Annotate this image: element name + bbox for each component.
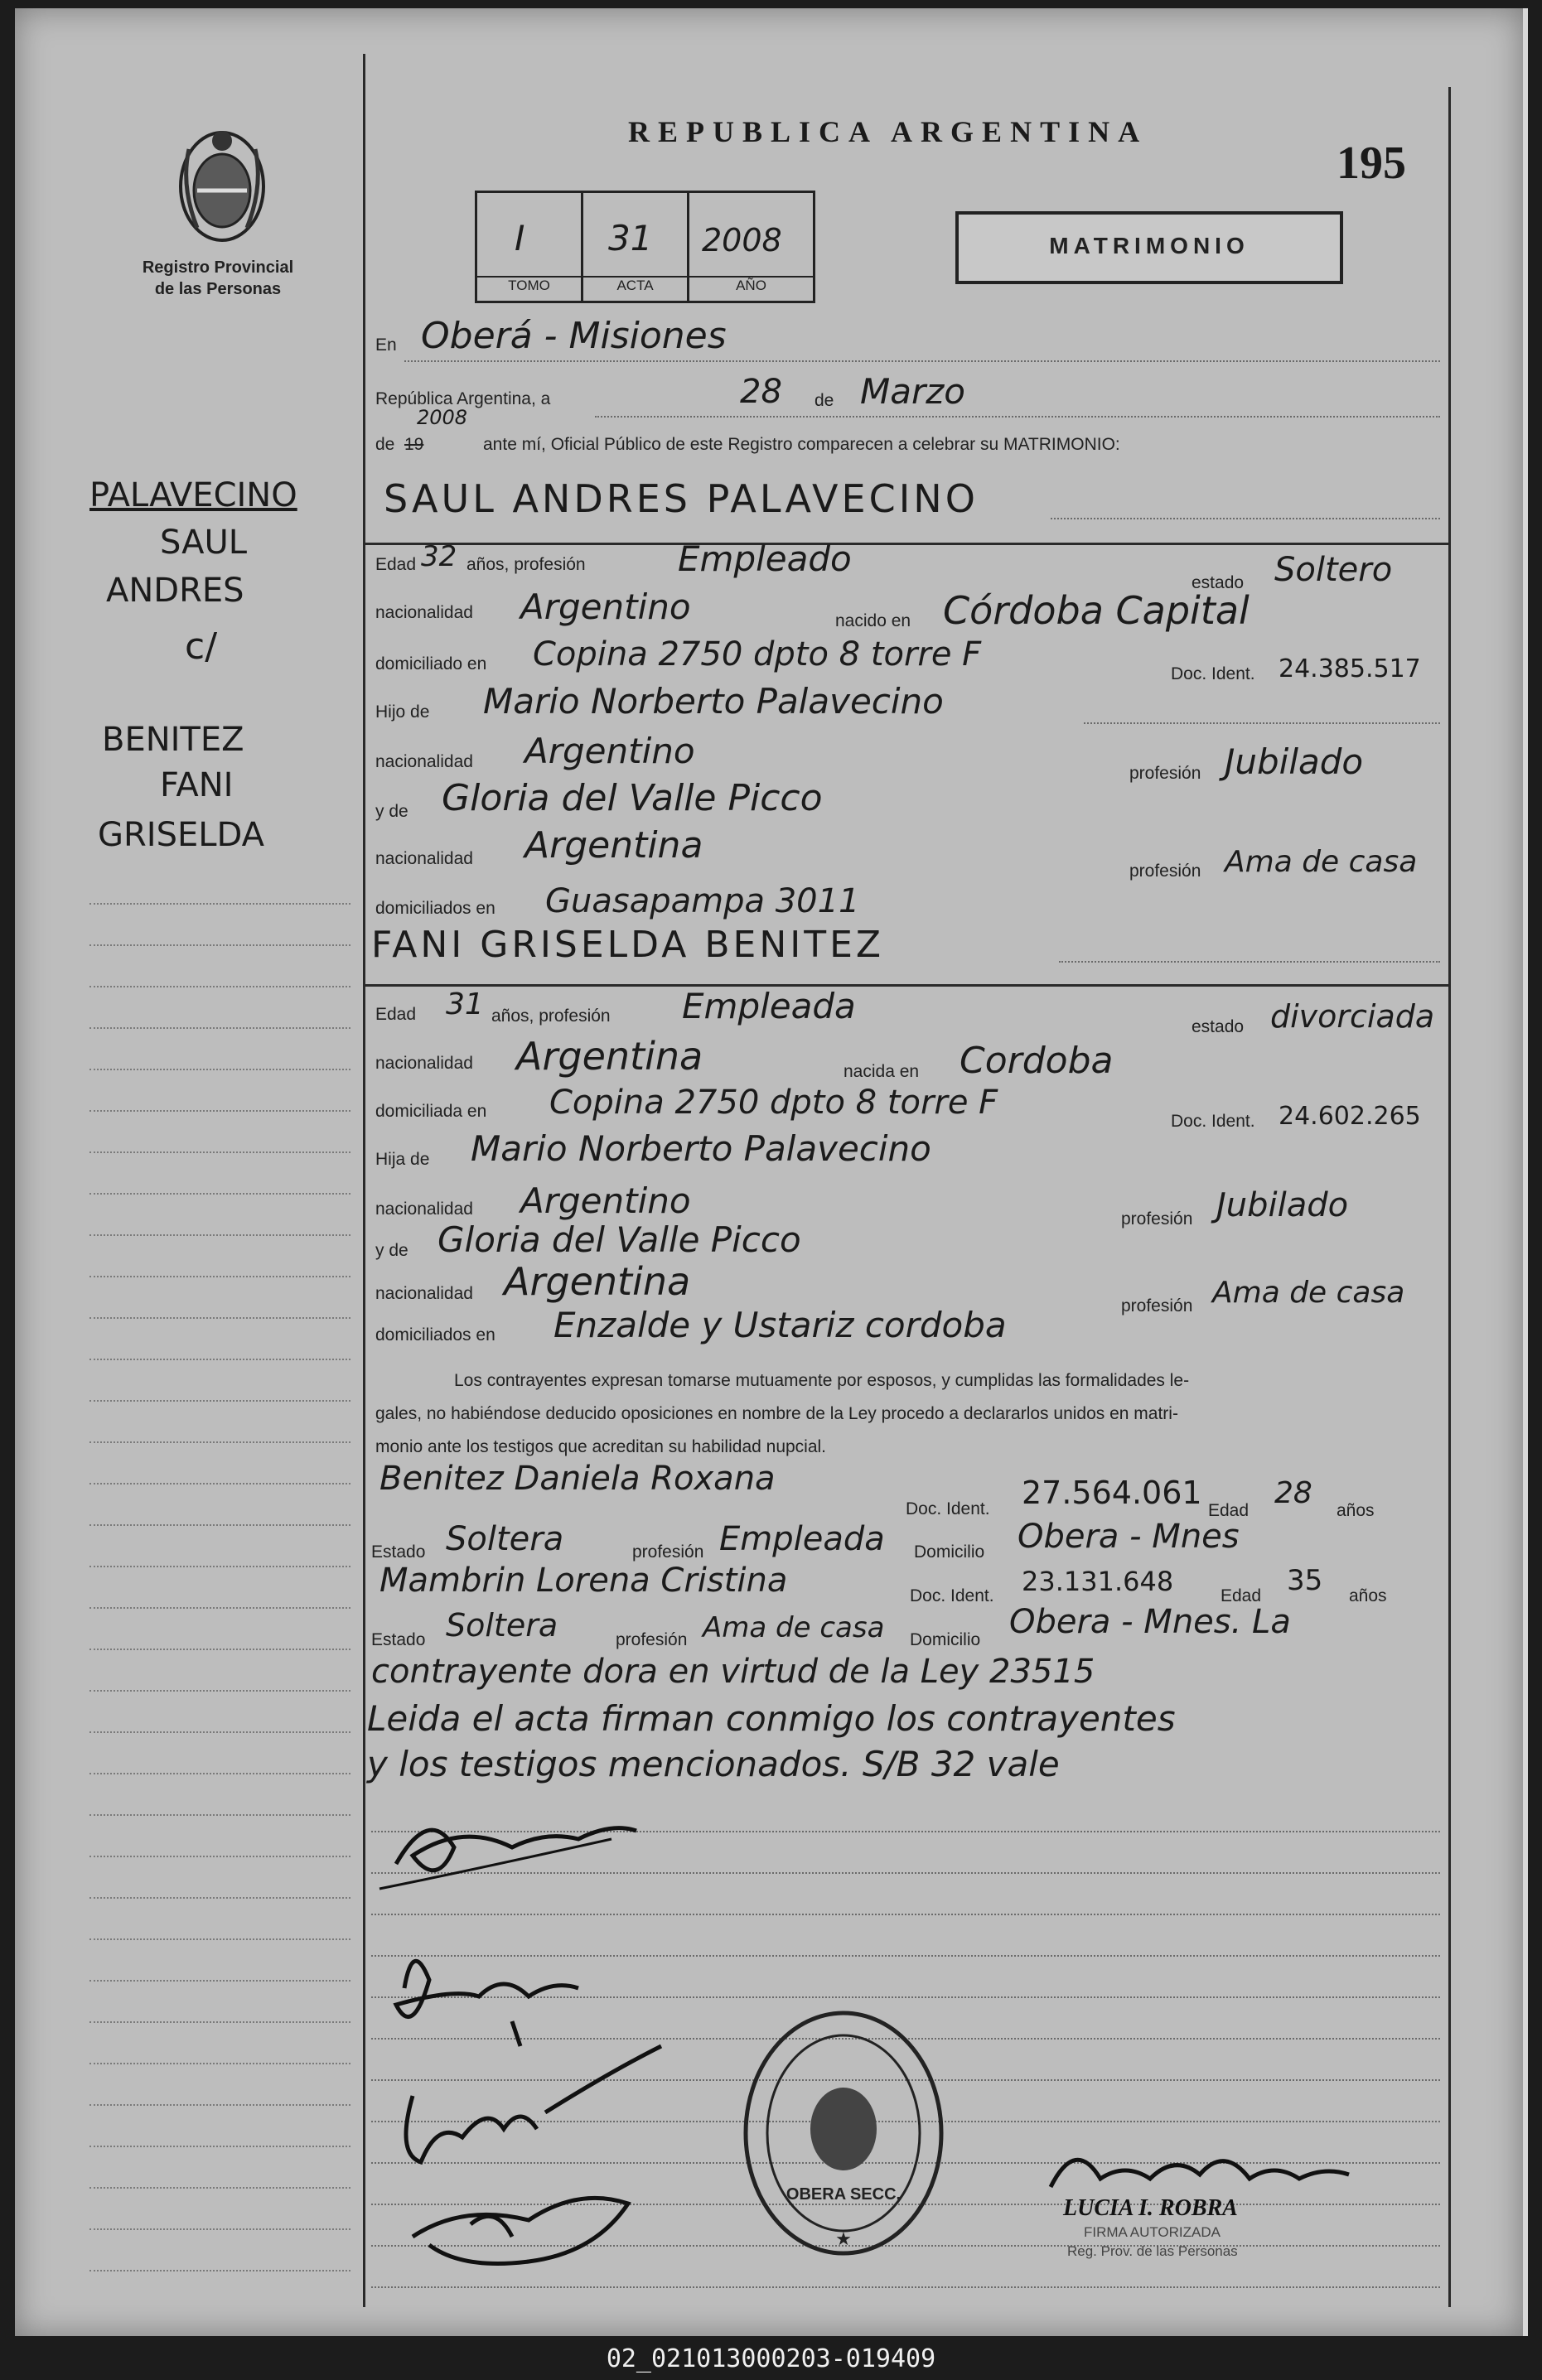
- groom-edad: 32: [421, 540, 457, 573]
- witness-2-doc: 23.131.648: [1022, 1566, 1174, 1597]
- country-title: REPUBLICA ARGENTINA: [628, 115, 1148, 148]
- record-box: [475, 191, 815, 303]
- republica-label: República Argentina, a: [375, 389, 551, 408]
- signature-witness-1: [406, 2046, 661, 2162]
- tomo-label: TOMO: [477, 276, 581, 294]
- groom-nacido: Córdoba Capital: [943, 588, 1250, 633]
- official-seal-icon: [736, 2005, 951, 2262]
- bride-nacionalidad: Argentina: [516, 1034, 703, 1079]
- margin-note-line: SAUL: [160, 524, 248, 562]
- registry-line1: Registro Provincial: [142, 258, 294, 277]
- groom-madre-prof: Ama de casa: [1225, 845, 1418, 879]
- bride-full-name: FANI GRISELDA BENITEZ: [371, 924, 885, 966]
- en-label: En: [375, 336, 397, 355]
- bride-profesion: Empleada: [682, 986, 856, 1026]
- witness-2-estado-label: Estado: [371, 1630, 426, 1649]
- witness-2-prof-label: profesión: [616, 1630, 688, 1649]
- witness-2-name: Mambrin Lorena Cristina: [379, 1562, 788, 1600]
- groom-madre-nac-label: nacionalidad: [375, 849, 473, 868]
- groom-estado: Soltero: [1274, 551, 1393, 589]
- groom-hijo-label: Hijo de: [375, 702, 430, 722]
- groom-doc: 24.385.517: [1279, 654, 1421, 683]
- right-margin-rule: [1448, 87, 1451, 2307]
- acta-label: ACTA: [583, 276, 687, 294]
- document-page: [15, 8, 1528, 2336]
- bride-padres-domicilio: Enzalde y Ustariz cordoba: [553, 1305, 1007, 1345]
- bride-madre-prof-label: profesión: [1121, 1296, 1193, 1316]
- section-divider: [365, 984, 1451, 987]
- closing-note-line: contrayente dora en virtud de la Ley 23515: [371, 1653, 1095, 1691]
- margin-note-line: ANDRES: [106, 572, 244, 610]
- groom-padre-nac: Argentino: [524, 731, 695, 771]
- bride-estado: divorciada: [1270, 998, 1435, 1035]
- closing-note-line: y los testigos mencionados. S/B 32 vale: [367, 1744, 1060, 1784]
- signature-groom: [396, 1828, 636, 1871]
- groom-doc-label: Doc. Ident.: [1171, 664, 1255, 683]
- officer-title2: Reg. Prov. de las Personas: [1067, 2243, 1238, 2259]
- margin-note-line: c/: [185, 625, 218, 668]
- month: Marzo: [860, 371, 965, 412]
- ano-value: 2008: [702, 222, 782, 258]
- bride-madre-prof: Ama de casa: [1212, 1276, 1405, 1310]
- closing-note-line: Leida el acta firman conmigo los contrayentes: [367, 1698, 1176, 1739]
- margin-note-line: FANI: [160, 766, 234, 804]
- place: Oberá - Misiones: [421, 315, 727, 357]
- page-number: 195: [1337, 138, 1406, 189]
- bride-madre-nac-label: nacionalidad: [375, 1284, 473, 1303]
- groom-profesion: Empleado: [678, 538, 852, 579]
- bride-nacida: Cordoba: [960, 1040, 1114, 1082]
- witness-2-domicilio: Obera - Mnes. La: [1009, 1603, 1291, 1641]
- bride-padre-prof-label: profesión: [1121, 1209, 1193, 1229]
- bride-edad: 31: [446, 987, 484, 1021]
- coat-of-arms-icon: [172, 124, 272, 249]
- bride-nacida-label: nacida en: [844, 1062, 920, 1081]
- tomo-cell: [477, 193, 583, 301]
- groom-nacionalidad: Argentino: [520, 587, 691, 627]
- bride-padre: Mario Norberto Palavecino: [471, 1128, 931, 1169]
- bride-domicilio-label: domiciliada en: [375, 1102, 487, 1121]
- signatures: [363, 1773, 711, 2303]
- witness-2-doc-label: Doc. Ident.: [910, 1586, 994, 1605]
- margin-note-surname: PALAVECINO: [89, 476, 297, 514]
- ano-label: AÑO: [689, 276, 813, 294]
- officer-name: LUCIA I. ROBRA: [1063, 2195, 1238, 2221]
- svg-text:★: ★: [835, 2229, 852, 2250]
- witness-2-edad: 35: [1287, 1564, 1323, 1597]
- officer-title1: FIRMA AUTORIZADA: [1084, 2224, 1221, 2240]
- year-written: 2008: [417, 406, 468, 429]
- doc-type-box: [955, 211, 1343, 284]
- declaration-line2: gales, no habiéndose deducido oposiciones en nombre de la Ley procedo a declararlos unidos en matri-: [375, 1404, 1178, 1423]
- witness-1-estado: Soltera: [446, 1520, 564, 1558]
- dotted-line: [595, 416, 1440, 418]
- groom-madre: Gloria del Valle Picco: [442, 777, 823, 819]
- witness-1-estado-label: Estado: [371, 1542, 426, 1562]
- de2-label: de: [375, 435, 395, 454]
- scan-filename: 02_021013000203-019409: [606, 2344, 936, 2373]
- doc-type-label: MATRIMONIO: [1049, 233, 1250, 258]
- margin-note-line: BENITEZ: [102, 721, 244, 759]
- de-label: de: [815, 391, 834, 410]
- witness-1-domicilio: Obera - Mnes: [1018, 1518, 1240, 1556]
- intro-statement: ante mí, Oficial Público de este Registro comparecen a celebrar su MATRIMONIO:: [483, 435, 1120, 454]
- declaration-line1: Los contrayentes expresan tomarse mutuamente por esposos, y cumplidas las formalidades le-: [454, 1371, 1190, 1390]
- acta-value: 31: [608, 218, 653, 258]
- bride-domicilio: Copina 2750 dpto 8 torre F: [549, 1084, 998, 1122]
- groom-padres-domicilio: Guasapampa 3011: [545, 882, 860, 920]
- section-divider: [365, 543, 1451, 545]
- groom-nacionalidad-label: nacionalidad: [375, 603, 473, 622]
- acta-cell: [583, 193, 689, 301]
- witness-1-profesion: Empleada: [719, 1520, 885, 1558]
- registry-line2: de las Personas: [154, 280, 282, 298]
- witness-2-dom-label: Domicilio: [910, 1630, 981, 1649]
- seal-text: OBERA SECC.: [786, 2185, 902, 2204]
- bride-doc-label: Doc. Ident.: [1171, 1112, 1255, 1131]
- bride-yde-label: y de: [375, 1241, 408, 1260]
- witness-1-doc: 27.564.061: [1022, 1475, 1202, 1511]
- witness-2-anos-label: años: [1349, 1586, 1387, 1605]
- groom-yde-label: y de: [375, 802, 408, 821]
- year-printed: 19: [404, 435, 424, 454]
- signature-bride: [396, 1961, 578, 2046]
- bride-edad-label: Edad: [375, 1005, 417, 1024]
- dotted-line: [1051, 518, 1440, 519]
- witness-1-doc-label: Doc. Ident.: [906, 1499, 990, 1518]
- bride-doc: 24.602.265: [1279, 1102, 1421, 1131]
- day: 28: [740, 373, 782, 411]
- bride-madre: Gloria del Valle Picco: [437, 1219, 801, 1260]
- margin-note-line: GRISELDA: [98, 816, 264, 854]
- dotted-line: [1059, 961, 1440, 963]
- witness-2-estado: Soltera: [446, 1607, 558, 1644]
- groom-edad-label: Edad: [375, 555, 417, 574]
- bride-nacionalidad-label: nacionalidad: [375, 1054, 473, 1073]
- groom-padre-nac-label: nacionalidad: [375, 752, 473, 771]
- groom-estado-label: estado: [1192, 573, 1245, 592]
- witness-1-dom-label: Domicilio: [914, 1542, 985, 1562]
- bride-domiciliados-label: domiciliados en: [375, 1325, 495, 1344]
- groom-padre-prof: Jubilado: [1225, 741, 1364, 782]
- bride-padre-nac: Argentino: [520, 1180, 691, 1221]
- witness-2-edad-label: Edad: [1221, 1586, 1262, 1605]
- declaration-line3: monio ante los testigos que acreditan su habilidad nupcial.: [375, 1437, 827, 1456]
- bride-padre-prof: Jubilado: [1216, 1186, 1349, 1224]
- witness-1-anos-label: años: [1337, 1501, 1375, 1520]
- tomo-value: I: [515, 218, 525, 258]
- groom-domicilio: Copina 2750 dpto 8 torre F: [533, 635, 982, 673]
- witness-1-edad: 28: [1274, 1476, 1312, 1510]
- witness-1-prof-label: profesión: [632, 1542, 704, 1562]
- dotted-line: [1084, 722, 1440, 724]
- witness-1-name: Benitez Daniela Roxana: [379, 1460, 776, 1498]
- groom-padre: Mario Norberto Palavecino: [483, 681, 944, 722]
- bride-anos-profesion-label: años, profesión: [491, 1007, 611, 1026]
- groom-madre-nac: Argentina: [524, 824, 703, 867]
- witness-2-profesion: Ama de casa: [703, 1611, 885, 1644]
- groom-madre-prof-label: profesión: [1129, 862, 1201, 881]
- groom-anos-profesion-label: años, profesión: [466, 555, 586, 574]
- signature-witness-2: [413, 2198, 628, 2263]
- bride-estado-label: estado: [1192, 1017, 1245, 1036]
- witness-1-edad-label: Edad: [1208, 1501, 1250, 1520]
- dotted-line: [404, 360, 1440, 362]
- groom-domiciliados-label: domiciliados en: [375, 899, 495, 918]
- groom-full-name: SAUL ANDRES PALAVECINO: [384, 476, 979, 521]
- registry-name: [81, 257, 355, 300]
- bride-padre-nac-label: nacionalidad: [375, 1200, 473, 1219]
- groom-domicilio-label: domiciliado en: [375, 654, 487, 673]
- ano-cell: [689, 193, 813, 301]
- groom-nacido-label: nacido en: [835, 611, 911, 630]
- groom-padre-prof-label: profesión: [1129, 764, 1201, 783]
- bride-hija-label: Hija de: [375, 1150, 430, 1169]
- bride-madre-nac: Argentina: [504, 1259, 691, 1304]
